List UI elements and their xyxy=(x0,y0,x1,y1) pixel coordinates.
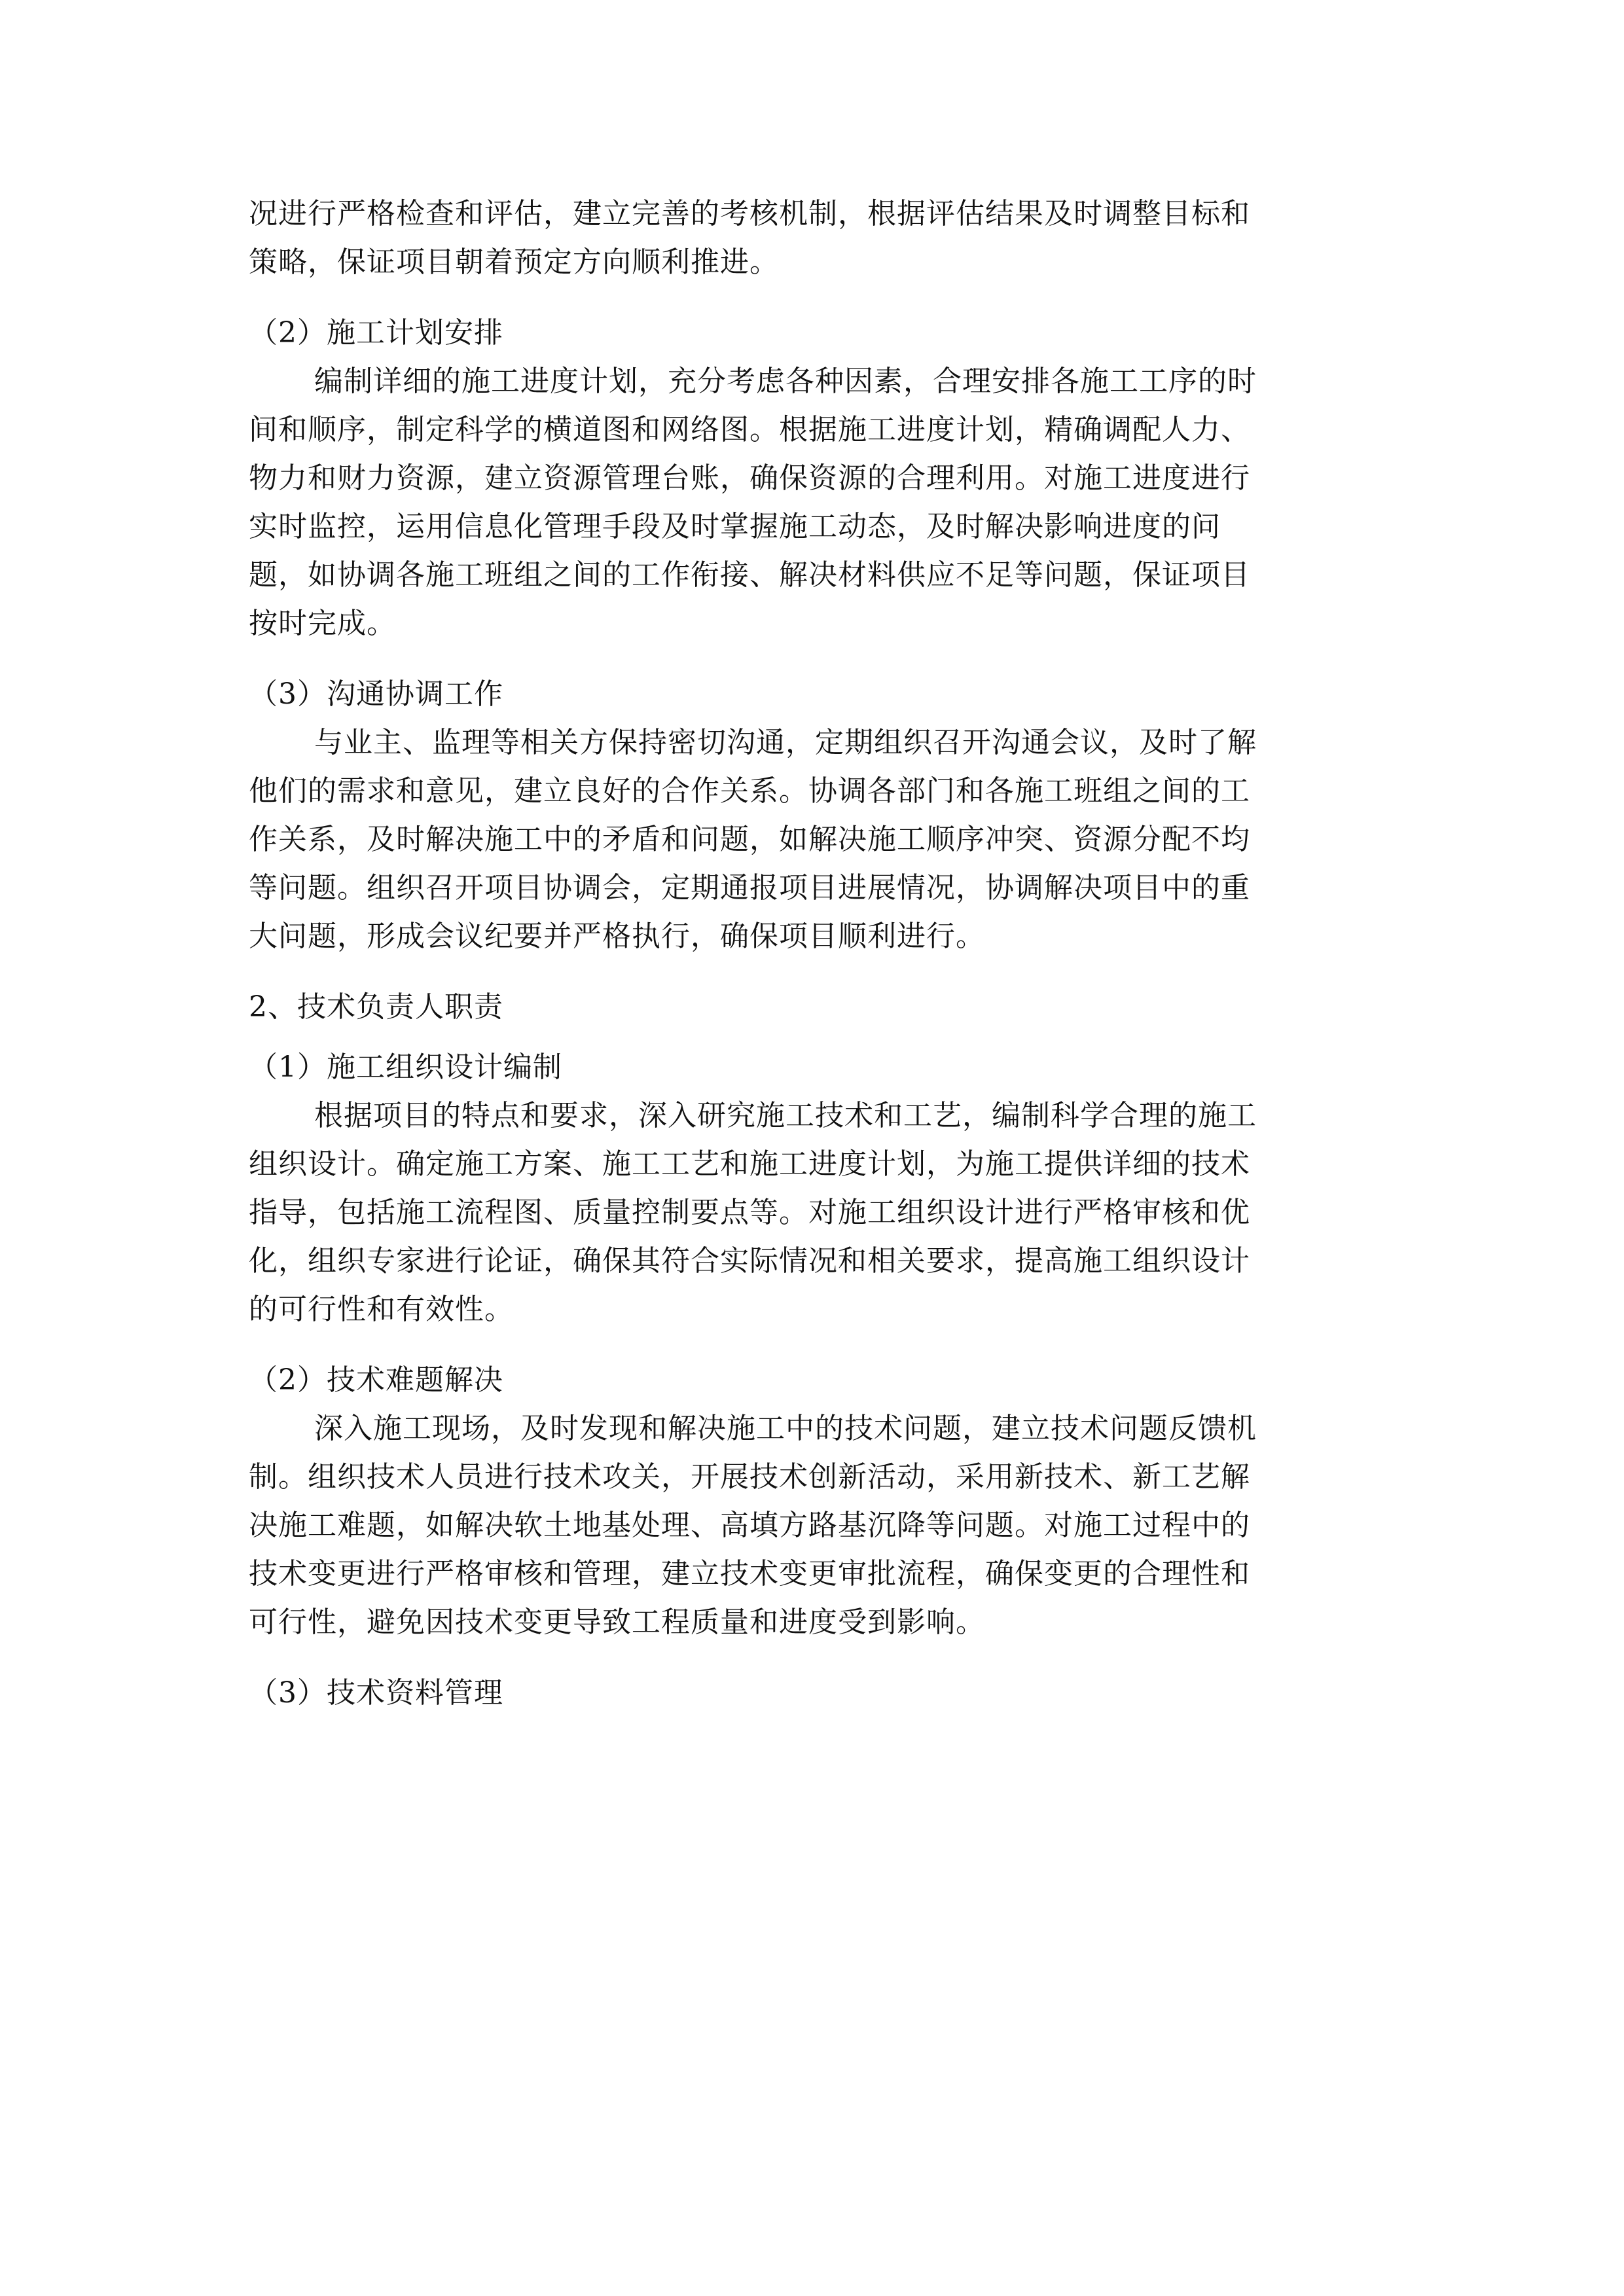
text-line: 大问题，形成会议纪要并严格执行，确保项目顺利进行。 xyxy=(249,920,985,953)
text-line: 化，组织专家进行论证，确保其符合实际情况和相关要求，提高施工组织设计 xyxy=(249,1244,1250,1278)
paragraph-communication xyxy=(249,719,1388,961)
text-line: 组织设计。确定施工方案、施工工艺和施工进度计划，为施工提供详细的技术 xyxy=(249,1147,1250,1181)
text-line: 深入施工现场，及时发现和解决施工中的技术问题，建立技术问题反馈机 xyxy=(314,1412,1257,1445)
text-line: 物力和财力资源，建立资源管理台账，确保资源的合理利用。对施工进度进行 xyxy=(249,461,1250,495)
text-line: 作关系，及时解决施工中的矛盾和问题，如解决施工顺序冲突、资源分配不均 xyxy=(249,823,1250,856)
text-line: 制。组织技术人员进行技术攻关，开展技术创新活动，采用新技术、新工艺解 xyxy=(249,1460,1250,1494)
text-line: 的可行性和有效性。 xyxy=(249,1293,514,1326)
section-heading-technical-lead: 2、技术负责人职责 xyxy=(249,990,503,1024)
paragraph-technical-problems xyxy=(249,1405,1388,1647)
text-line: 按时完成。 xyxy=(249,607,396,640)
text-line: 与业主、监理等相关方保持密切沟通，定期组织召开沟通会议，及时了解 xyxy=(314,726,1257,759)
text-line: 编制详细的施工进度计划，充分考虑各种因素，合理安排各施工工序的时 xyxy=(314,365,1257,398)
text-line: 可行性，避免因技术变更导致工程质量和进度受到影响。 xyxy=(249,1605,985,1639)
text-line: 决施工难题，如解决软土地基处理、高填方路基沉降等问题。对施工过程中的 xyxy=(249,1509,1250,1542)
text-line: 况进行严格检查和评估，建立完善的考核机制，根据评估结果及时调整目标和 xyxy=(249,197,1250,230)
text-line: 技术变更进行严格审核和管理，建立技术变更审批流程，确保变更的合理性和 xyxy=(249,1557,1250,1590)
text-line: 题，如协调各施工班组之间的工作衔接、解决材料供应不足等问题，保证项目 xyxy=(249,558,1250,592)
subheading-construction-design: （1）施工组织设计编制 xyxy=(249,1050,562,1084)
text-line: 策略，保证项目朝着预定方向顺利推进。 xyxy=(249,245,779,279)
subheading-technical-documents: （3）技术资料管理 xyxy=(249,1676,503,1710)
subheading-construction-plan: （2）施工计划安排 xyxy=(249,316,503,350)
text-line: 根据项目的特点和要求，深入研究施工技术和工艺，编制科学合理的施工 xyxy=(314,1099,1257,1132)
paragraph-continuation xyxy=(249,190,1388,287)
document-page xyxy=(249,190,1388,1717)
paragraph-construction-plan xyxy=(249,357,1388,648)
text-line: 实时监控，运用信息化管理手段及时掌握施工动态，及时解决影响进度的问 xyxy=(249,510,1221,543)
text-line: 间和顺序，制定科学的横道图和网络图。根据施工进度计划，精确调配人力、 xyxy=(249,413,1250,446)
paragraph-construction-design xyxy=(249,1092,1388,1334)
subheading-technical-problems: （2）技术难题解决 xyxy=(249,1363,503,1397)
subheading-communication: （3）沟通协调工作 xyxy=(249,677,503,711)
text-line: 等问题。组织召开项目协调会，定期通报项目进展情况，协调解决项目中的重 xyxy=(249,871,1250,905)
text-line: 他们的需求和意见，建立良好的合作关系。协调各部门和各施工班组之间的工 xyxy=(249,774,1250,808)
text-line: 指导，包括施工流程图、质量控制要点等。对施工组织设计进行严格审核和优 xyxy=(249,1196,1250,1229)
